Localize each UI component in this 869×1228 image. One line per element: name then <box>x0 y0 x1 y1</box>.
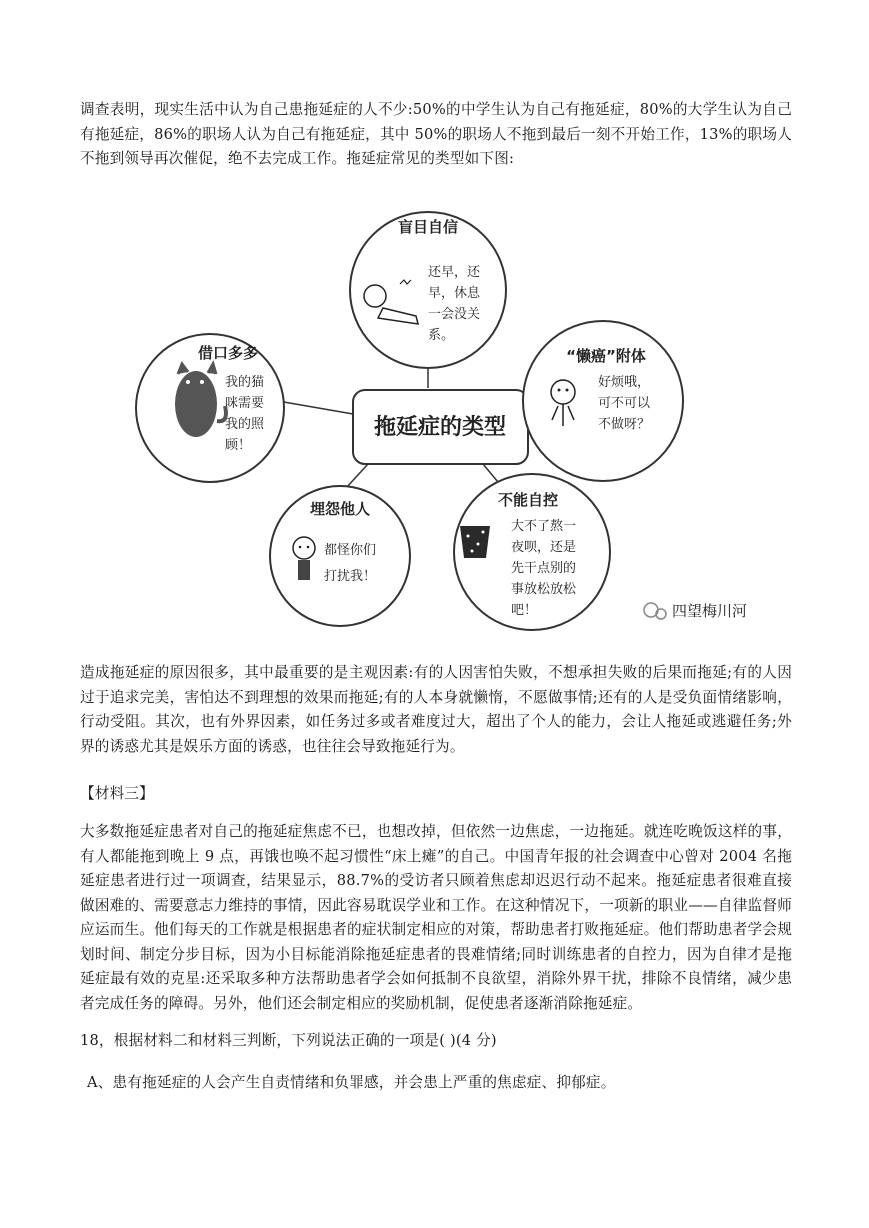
material-three-heading: 【材料三】 <box>80 785 154 802</box>
watermark <box>644 602 747 620</box>
type-title: 不能自控 <box>497 491 559 509</box>
svg-text:打扰我！: 打扰我！ <box>324 569 377 584</box>
center-label: 拖延症的类型 <box>373 415 507 440</box>
type-title: 借口多多 <box>197 344 259 362</box>
intro-paragraph: 调查表明，现实生活中认为自己患拖延症的人不少:50%的中学生认为自己有拖延症，80%的大学生认为自己有拖延症，86%的职场人认为自己有拖延症，其中 50%的职场人不拖到最后一刻不开始工作，13%的职场人不拖到领导再次催促，绝不去完成工作。拖延症常见的类型如下图: <box>80 101 792 167</box>
option-a: A、患有拖延症的人会产生自责情绪和负罪感，并会患上严重的焦虑症、抑郁症。 <box>87 1074 616 1091</box>
type-blame-others <box>270 486 410 626</box>
svg-text:顾！: 顾！ <box>225 438 252 453</box>
watermark-text: 四望梅川河 <box>672 602 748 620</box>
svg-text:还早，还: 还早，还 <box>428 265 481 280</box>
svg-text:咪需要: 咪需要 <box>225 396 265 411</box>
type-no-self-control <box>454 474 610 630</box>
svg-text:我的照: 我的照 <box>225 417 265 432</box>
svg-text:我的猫: 我的猫 <box>225 375 265 390</box>
svg-text:可不可以: 可不可以 <box>598 396 651 411</box>
svg-text:大不了熬一: 大不了熬一 <box>511 519 577 534</box>
type-lazy <box>523 321 683 481</box>
svg-text:早，休息: 早，休息 <box>428 286 481 301</box>
svg-text:夜呗，还是: 夜呗，还是 <box>511 540 577 555</box>
svg-text:吧！: 吧！ <box>511 603 538 618</box>
svg-text:一会没关: 一会没关 <box>428 307 481 322</box>
svg-text:事放松放松: 事放松放松 <box>511 582 577 597</box>
svg-text:都怪你们: 都怪你们 <box>324 543 377 558</box>
causes-paragraph: 造成拖延症的原因很多，其中最重要的是主观因素:有的人因害怕失败，不想承担失败的后果而拖延;有的人因过于追求完美，害怕达不到理想的效果而拖延;有的人本身就懒惰，不愿做事情;还有的人是受负面情绪影响，行动受阻。其次，也有外界因素，如任务过多或者难度过大，超出了个人的能力，会让人拖延或逃避任务;外界的诱惑尤其是娱乐方面的诱惑，也往往会导致拖延行为。 <box>80 664 792 755</box>
procrastination-types-diagram <box>78 196 792 646</box>
type-title: 盲目自信 <box>397 218 459 236</box>
svg-text:系。: 系。 <box>428 328 455 343</box>
type-blind-confidence <box>350 212 506 368</box>
type-title: “懒癌”附体 <box>566 347 646 365</box>
material-three-paragraph: 大多数拖延症患者对自己的拖延症焦虑不已，也想改掉，但依然一边焦虑，一边拖延。就连吃晚饭这样的事，有人都能拖到晚上 9 点，再饿也唤不起习惯性“床上瘫”的自己。中国青年报的社会调查中心曾对 2004 名拖延症患者进行过一项调查，结果显示，88.7%的受访者只顾着焦虑却迟迟行动不起来。拖延症患者很难直接做困难的、需要意志力维持的事情，因此容易耽误学业和工作。在这种情况下，一项新的职业——自律监督师应运而生。他们每天的工作就是根据患者的症状制定相应的对策，帮助患者打败拖延症。他们帮助患者学会规划时间、制定分步目标，因为小目标能消除拖延症患者的畏难情绪;同时训练患者的自控力，因为自律才是拖延症最有效的克星:还采取多种方法帮助患者学会如何抵制不良欲望，消除外界干扰，排除不良情绪，减少患者完成任务的障碍。另外，他们还会制定相应的奖励机制，促使患者逐渐消除拖延症。 <box>80 823 792 1012</box>
svg-text:先干点别的: 先干点别的 <box>511 561 577 576</box>
svg-text:不做呀？: 不做呀？ <box>598 417 651 432</box>
type-many-excuses <box>136 334 284 482</box>
svg-text:好烦哦，: 好烦哦， <box>598 375 651 390</box>
question-18: 18，根据材料二和材料三判断，下列说法正确的一项是( )(4 分) <box>80 1032 497 1049</box>
cup-icon <box>460 526 490 558</box>
type-title: 埋怨他人 <box>309 500 371 518</box>
